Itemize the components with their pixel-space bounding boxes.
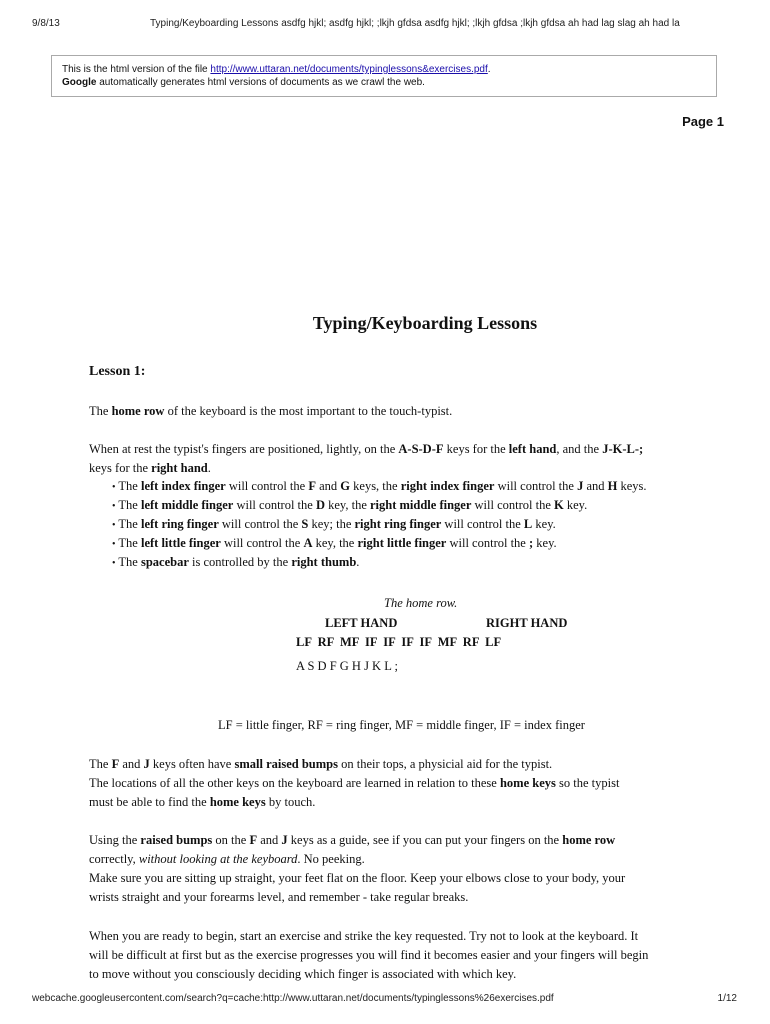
notice-line-2 [62, 76, 716, 89]
bullet-item: • The left index finger will control the F and G keys, the right index finger will control the J and H keys. [112, 479, 647, 493]
page-label: Page 1 [682, 114, 724, 129]
raised-bumps-paragraph: The F and J keys often have small raised bumps on their tops, a physicial aid for the typist. The locations of all the other keys on the keyboard are learned in relation to these home keys so the typist must be able to find the home keys by touch. [89, 757, 620, 809]
key-row: A S D F G H J K L ; [296, 659, 398, 673]
footer-page-count: 1/12 [717, 993, 737, 1004]
bullet-item: • The left ring finger will control the S key; the right ring finger will control the L key. [112, 517, 556, 531]
bullet-item: • The left middle finger will control the D key, the right middle finger will control the K key. [112, 498, 588, 512]
notice-text: This is the html version of the file [62, 64, 211, 75]
lesson-heading: Lesson 1: [89, 364, 146, 379]
left-hand-label: LEFT HAND [325, 616, 398, 630]
finger-legend: LF = little finger, RF = ring finger, MF = middle finger, IF = index finger [218, 718, 585, 732]
source-pdf-link[interactable]: http://www.uttaran.net/documents/typinglessons&exercises.pdf [210, 64, 488, 75]
finger-row: LF RF MF IF IF IF IF MF RF LF [296, 635, 502, 649]
home-row-caption: The home row. [384, 596, 458, 610]
notice-line-1 [62, 63, 716, 76]
bullet-item: • The spacebar is controlled by the right thumb. [112, 555, 360, 569]
document-title: Typing/Keyboarding Lessons [312, 313, 538, 333]
right-hand-label: RIGHT HAND [486, 616, 568, 630]
print-header-title: Typing/Keyboarding Lessons asdfg hjkl; asdfg hjkl; ;lkjh gfdsa asdfg hjkl; ;lkjh gfdsa ;lkjh gfdsa ah had lag slag ah had la [150, 18, 680, 29]
print-date: 9/8/13 [32, 18, 60, 29]
home-row-paragraph: The home row of the keyboard is the most important to the touch-typist. [89, 404, 453, 418]
cache-notice [51, 55, 717, 97]
notice-text: . [487, 64, 491, 75]
rest-position-paragraph: When at rest the typist's fingers are positioned, lightly, on the A-S-D-F keys for the left hand, and the J-K-L-; keys for the right hand. [89, 442, 644, 475]
ready-paragraph: When you are ready to begin, start an exercise and strike the key requested. Try not to look at the keyboard. It will be difficult at first but as the exercise progresses you will find it becomes easier and your fingers will begin to move without you consciously deciding which finger is associated with which key. [89, 929, 649, 981]
bullet-item: • The left little finger will control the A key, the right little finger will control the ; key. [112, 536, 557, 550]
footer-url: webcache.googleusercontent.com/search?q=cache:http://www.uttaran.net/documents/typinglessons%26exercises.pdf [32, 993, 554, 1004]
notice-text: automatically generates html versions of documents as we crawl the web. [96, 77, 425, 88]
guide-paragraph: Using the raised bumps on the F and J keys as a guide, see if you can put your fingers on the home row correctly, without looking at the keyboard. No peeking. Make sure you are sitting up straight, your feet flat on the floor. Keep your elbows close to your body, your wrists straight and your forearms level, and remember - take regular breaks. [89, 833, 626, 904]
google-label: Google [62, 77, 97, 88]
